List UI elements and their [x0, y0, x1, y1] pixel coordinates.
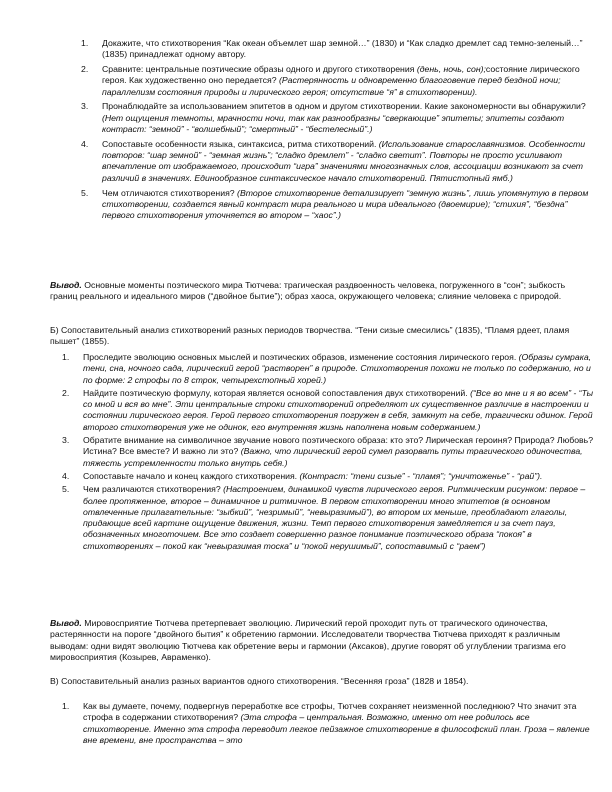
item-text: Сопоставьте особенности языка, синтаксиса, ритма стихотворений. [102, 138, 379, 149]
item-number: 2. [81, 64, 89, 75]
question-list-c [62, 701, 595, 746]
item-text: Чем различаются стихотворения? [83, 484, 224, 495]
conclusion-paragraph [50, 618, 595, 663]
item-text: Пронаблюдайте за использованием эпитетов в одном и другом стихотворении. Какие закономерности вы обнаружили? [102, 101, 586, 112]
question-list-a [81, 38, 596, 225]
question-list-b [62, 352, 595, 554]
list-item [62, 701, 595, 746]
item-number: 3. [62, 435, 70, 446]
list-item [81, 187, 596, 222]
item-text: Сопоставьте начало и конец каждого стихотворения. [83, 470, 300, 481]
list-item [62, 484, 595, 552]
item-answer: (Образы сумрака, тени, сна, ночного сада, лирический герой “растворен” в природе. Стихотворения похожи не только по содержанию, но и по форме: 2 строфы по 8 строк, четырехстопный хорей.) [83, 352, 592, 385]
item-answer: (день, ночь, сон); [416, 64, 486, 75]
list-item [81, 64, 596, 98]
item-number: 3. [81, 101, 89, 112]
item-answer: (Использование старославянизмов. Особенности повторов: “шар земной” - “земная жизнь”; “сладко дремлет” - “сладко светит”. Повторы не просто усиливают впечатление от изображаемого, происходит “игра” значениями многозначных слов, ассоциации возникают за счет различий в значениях. Единообразное синтаксическое начало стихотворений. Пятистопный ямб.) [102, 138, 586, 183]
list-item [81, 138, 596, 184]
item-text: состояние лирического героя. Как художественно оно передается? [102, 64, 580, 86]
list-item [62, 470, 595, 482]
conclusion-label: Вывод. [50, 618, 82, 628]
item-answer: (“Все во мне и я во всем” - “Ты со мной и вся во мне”. Эти центральные строки стихотворений определяют их существенное различие в настроении и состоянии лирического героя. Герой первого стихотворения погружен в себя, замкнут на себе, трагически одинок. Герой второго стихотворения уже не одинок, его внутренняя жизнь наполнена новым содержанием.) [83, 387, 593, 432]
item-number: 5. [62, 484, 70, 495]
item-text: Обратите внимание на символичное звучание нового поэтического образа: кто это? Лирическая героиня? Природа? Любовь? Истина? Все вместе? И важно ли это? [83, 435, 594, 457]
list-item [81, 38, 596, 61]
list-item [62, 352, 595, 386]
conclusion-label: Вывод. [50, 280, 82, 290]
item-number: 1. [62, 352, 70, 362]
item-text: Сравните: центральные поэтические образы одного и другого стихотворения [102, 64, 417, 75]
conclusion-text: Мировосприятие Тютчева претерпевает эволюцию. Лирический герой проходит путь от трагического одиночества, растерянности на пороге “двойного бытия” к обретению гармонии. Исследователи творчества Тютчева приходят к различным выводам: одни видят эволюцию Тютчева как обретение веры и гармонии (Аксаков), другие говорят об углублении трагизма его мировосприятия (Козырев, Авраменко). [50, 618, 566, 662]
item-number: 5. [81, 187, 89, 198]
item-number: 4. [62, 470, 70, 481]
item-answer: (Растерянность и одновременно благоговение перед бездной ночи; параллелизм состояния природы и лирического героя; отсутствие “я” в стихотворении). [102, 75, 561, 97]
list-item [62, 435, 595, 469]
item-text: Докажите, что стихотворения “Как океан объемлет шар земной…” (1830) и “Как сладко дремлет сад темно-зеленый…” (1835) принадлежат одному автору. [102, 38, 583, 60]
item-answer: (Эта строфа – центральная. Возможно, именно от нее родилось все стихотворение. Именно эта строфа переводит легкое пейзажное стихотворение в философский план. Гроза – явление вне времени, вне пространства – это [83, 712, 590, 745]
item-answer: (Контраст: “тени сизые” - “пламя”; “уничтоженье” - “рай”). [299, 470, 543, 481]
item-number: 1. [81, 38, 89, 48]
item-text: Найдите поэтическую формулу, которая является основой сопоставления двух стихотворений. [83, 387, 471, 398]
item-answer: (Важно, что лирический герой сумел разорвать путы трагического одиночества, тяжесть устремленности только внутрь себя.) [83, 446, 583, 468]
conclusion-text: Основные моменты поэтического мира Тютчева: трагическая раздвоенность человека, погруженного в “сон”; зыбкость границ реального и идеального миров (“двойное бытие”); образ хаоса, окружающего человека; слияние человека с природой. [50, 280, 566, 302]
item-answer: (Настроением, динамикой чувств лирического героя. Ритмическим рисунком: первое – более протяженное, второе – динамичное и ритмичное. В первом стихотворении много эпитетов (в основном отвлеченные прилагательные: “зыбкий”, “незримый”, “невыразимый”), во втором их меньше, преобладают глаголы, придающие всей картине ощущение движения, жизни. Темп первого стихотворения замедляется и за счет пауз, обозначенных многоточием. Все это создает совершенно разное понимание поэтического образа “покоя” в стихотворениях – покой как “невыразимая тоска” и “покой нерушимый”, сопоставимый с “раем”) [83, 484, 586, 551]
section-heading-b: Б) Сопоставительный анализ стихотворений разных периодов творчества. “Тени сизые смесились” (1835), “Пламя рдеет, пламя пышет” (1855). [50, 325, 570, 347]
item-answer: (Второе стихотворение детализирует “земную жизнь”, лишь упомянутую в первом стихотворении, создается явный контраст мира реального и мира идеального (двоемирие); “стихия”, “бездна” первого стихотворения уточняется во втором – “хаос”.) [102, 187, 589, 221]
conclusion-paragraph [50, 280, 595, 303]
item-number: 4. [81, 138, 89, 149]
list-item [81, 101, 596, 135]
item-text: Проследите эволюцию основных мыслей и поэтических образов, изменение состояния лирического героя. [83, 352, 519, 362]
item-number: 2. [62, 387, 70, 398]
item-text: Как вы думаете, почему, подвергнув переработке все строфы, Тютчев сохраняет неизменной последнюю? Что значит эта строфа в содержании стихотворения? [83, 701, 577, 723]
item-text: Чем отличаются стихотворения? [102, 187, 238, 198]
list-item [62, 387, 595, 433]
item-answer: (Нет ощущения темноты, мрачности ночи, так как разнообразны “сверкающие” эпитеты; эпитеты создают контраст: “земной” - “волшебный”; “смертный” - “бестелесный”.) [102, 112, 565, 135]
item-number: 1. [62, 701, 70, 711]
section-heading-c: В) Сопоставительный анализ разных вариантов одного стихотворения. “Весенняя гроза” (1828 и 1854). [50, 676, 469, 686]
